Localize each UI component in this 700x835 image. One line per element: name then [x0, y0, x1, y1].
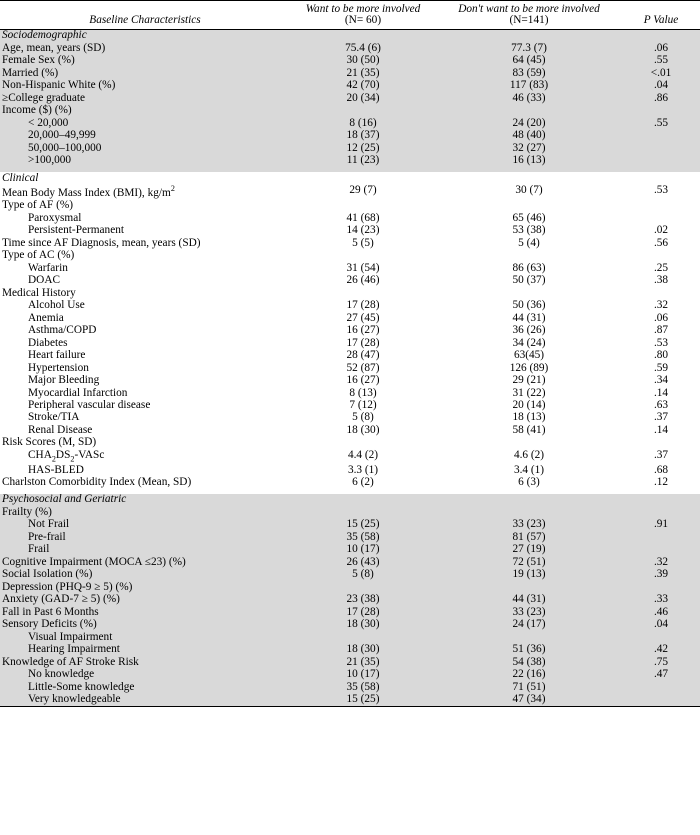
cell-group1	[290, 30, 436, 42]
cell-pvalue: .53	[622, 184, 700, 199]
cell-pvalue: .06	[622, 42, 700, 54]
table-row	[0, 142, 700, 154]
row-label: Persistent-Permanent	[0, 225, 290, 237]
header-line1: Don't want to be more involved	[458, 3, 600, 15]
row-label: ≥College graduate	[0, 92, 290, 104]
cell-pvalue	[622, 105, 700, 117]
table-row	[0, 92, 700, 104]
row-label: Little-Some knowledge	[0, 681, 290, 693]
cell-group2: 53 (38)	[436, 225, 622, 237]
cell-pvalue	[622, 212, 700, 224]
cell-pvalue: .02	[622, 225, 700, 237]
cell-pvalue: .37	[622, 412, 700, 424]
cell-group1: 5 (5)	[290, 237, 436, 249]
section-heading: Clinical	[0, 172, 290, 184]
cell-group1: 17 (28)	[290, 337, 436, 349]
cell-group2: 71 (51)	[436, 681, 622, 693]
table-row	[0, 275, 700, 287]
table-row	[0, 594, 700, 606]
cell-group2: 30 (7)	[436, 184, 622, 199]
table-row	[0, 337, 700, 349]
table-body	[0, 30, 700, 707]
cell-group2: 81 (57)	[436, 531, 622, 543]
cell-group1	[290, 287, 436, 299]
row-label: Depression (PHQ-9 ≥ 5) (%)	[0, 581, 290, 593]
cell-pvalue: .80	[622, 349, 700, 361]
cell-pvalue: .42	[622, 644, 700, 656]
cell-group1: 21 (35)	[290, 67, 436, 79]
cell-group2: 32 (27)	[436, 142, 622, 154]
cell-pvalue: .56	[622, 237, 700, 249]
cell-group2: 5 (4)	[436, 237, 622, 249]
table-row	[0, 606, 700, 618]
cell-group2: 27 (19)	[436, 544, 622, 556]
table-row	[0, 631, 700, 643]
cell-group1: 42 (70)	[290, 80, 436, 92]
row-label: Female Sex (%)	[0, 55, 290, 67]
row-label: Major Bleeding	[0, 374, 290, 386]
table-row	[0, 237, 700, 249]
cell-group2: 20 (14)	[436, 399, 622, 411]
cell-group1	[290, 105, 436, 117]
cell-group2	[436, 287, 622, 299]
table-row	[0, 464, 700, 476]
cell-group2	[436, 30, 622, 42]
column-header-group1	[290, 1, 436, 29]
cell-group2: 22 (16)	[436, 669, 622, 681]
cell-pvalue: .37	[622, 449, 700, 464]
cell-group1: 16 (27)	[290, 325, 436, 337]
row-label: Mean Body Mass Index (BMI), $kg/m^2$	[0, 184, 290, 199]
table-row	[0, 531, 700, 543]
cell-group2: 46 (33)	[436, 92, 622, 104]
table-row	[0, 105, 700, 117]
cell-group1: 35 (58)	[290, 531, 436, 543]
cell-group2	[436, 581, 622, 593]
cell-group1	[290, 506, 436, 518]
cell-group1	[290, 581, 436, 593]
row-label: Age, mean, years (SD)	[0, 42, 290, 54]
cell-pvalue	[622, 129, 700, 141]
row-label: Hypertension	[0, 362, 290, 374]
cell-pvalue	[622, 544, 700, 556]
cell-group1: 18 (30)	[290, 424, 436, 436]
cell-group1: 15 (25)	[290, 519, 436, 531]
cell-group2: 64 (45)	[436, 55, 622, 67]
row-label: Renal Disease	[0, 424, 290, 436]
rule-bottom	[0, 707, 700, 708]
row-label: Myocardial Infarction	[0, 387, 290, 399]
cell-group1: 52 (87)	[290, 362, 436, 374]
table-row	[0, 669, 700, 681]
cell-group2: 54 (38)	[436, 656, 622, 668]
table-footer	[0, 707, 700, 708]
cell-group2: 51 (36)	[436, 644, 622, 656]
cell-group1: 27 (45)	[290, 312, 436, 324]
table-row	[0, 172, 700, 184]
cell-group1: 6 (2)	[290, 476, 436, 488]
cell-pvalue: .12	[622, 476, 700, 488]
header-row	[0, 1, 700, 29]
cell-group1	[290, 631, 436, 643]
column-header-pvalue	[622, 1, 700, 29]
cell-group1: 5 (8)	[290, 412, 436, 424]
cell-group1: 21 (35)	[290, 656, 436, 668]
row-label: Pre-frail	[0, 531, 290, 543]
cell-pvalue: .68	[622, 464, 700, 476]
row-label: Warfarin	[0, 262, 290, 274]
table-row	[0, 184, 700, 199]
cell-pvalue: .63	[622, 399, 700, 411]
cell-pvalue	[622, 437, 700, 449]
cell-group2: 44 (31)	[436, 594, 622, 606]
cell-pvalue: .14	[622, 424, 700, 436]
cell-pvalue: <.01	[622, 67, 700, 79]
cell-group2	[436, 105, 622, 117]
cell-group2: 58 (41)	[436, 424, 622, 436]
cell-pvalue: .39	[622, 569, 700, 581]
cell-group2: 33 (23)	[436, 519, 622, 531]
cell-group1: 18 (30)	[290, 619, 436, 631]
cell-group2	[436, 631, 622, 643]
row-label: Stroke/TIA	[0, 412, 290, 424]
table-row	[0, 212, 700, 224]
table-row	[0, 449, 700, 464]
row-label: Charlston Comorbidity Index (Mean, SD)	[0, 476, 290, 488]
cell-pvalue: .53	[622, 337, 700, 349]
cell-pvalue: .47	[622, 669, 700, 681]
cell-group1: 29 (7)	[290, 184, 436, 199]
cell-group1: 11 (23)	[290, 154, 436, 166]
table-row	[0, 362, 700, 374]
cell-group2: 50 (36)	[436, 300, 622, 312]
row-label: No knowledge	[0, 669, 290, 681]
table-header	[0, 1, 700, 30]
header-line2: (N= 60)	[344, 14, 382, 27]
row-label: Frailty (%)	[0, 506, 290, 518]
cell-group1	[290, 200, 436, 212]
cell-group2: 4.6 (2)	[436, 449, 622, 464]
table-row	[0, 55, 700, 67]
cell-group2: 29 (21)	[436, 374, 622, 386]
row-label: Social Isolation (%)	[0, 569, 290, 581]
cell-group1: 26 (46)	[290, 275, 436, 287]
cell-group1	[290, 250, 436, 262]
table-row	[0, 694, 700, 707]
cell-group2: 24 (20)	[436, 117, 622, 129]
row-label: 20,000–49,999	[0, 129, 290, 141]
table-row	[0, 556, 700, 568]
cell-group2: 126 (89)	[436, 362, 622, 374]
cell-pvalue	[622, 531, 700, 543]
cell-group1	[290, 172, 436, 184]
row-label: >100,000	[0, 154, 290, 166]
cell-pvalue: .14	[622, 387, 700, 399]
row-label: Paroxysmal	[0, 212, 290, 224]
table-row	[0, 656, 700, 668]
table-row	[0, 476, 700, 488]
cell-pvalue: .33	[622, 594, 700, 606]
cell-pvalue	[622, 581, 700, 593]
row-label: Married (%)	[0, 67, 290, 79]
cell-group2: 86 (63)	[436, 262, 622, 274]
cell-pvalue: .04	[622, 80, 700, 92]
row-label: Hearing Impairment	[0, 644, 290, 656]
cell-group2: 50 (37)	[436, 275, 622, 287]
cell-pvalue: .59	[622, 362, 700, 374]
cell-group1: 8 (13)	[290, 387, 436, 399]
cell-pvalue: .46	[622, 606, 700, 618]
cell-group1	[290, 437, 436, 449]
column-header-characteristics	[0, 1, 290, 29]
cell-pvalue: .55	[622, 117, 700, 129]
cell-group2	[436, 250, 622, 262]
cell-pvalue: .75	[622, 656, 700, 668]
header-line2: (N=141)	[509, 14, 549, 27]
header-line1: P Value	[643, 14, 679, 27]
table-row	[0, 619, 700, 631]
table-row	[0, 30, 700, 42]
cell-group2: 3.4 (1)	[436, 464, 622, 476]
table-row	[0, 200, 700, 212]
cell-group1: 16 (27)	[290, 374, 436, 386]
cell-pvalue	[622, 287, 700, 299]
cell-pvalue	[622, 694, 700, 707]
table-row	[0, 506, 700, 518]
row-label: Visual Impairment	[0, 631, 290, 643]
header-line1: Want to be more involved	[305, 3, 421, 15]
row-label: Alcohol Use	[0, 300, 290, 312]
cell-pvalue: .04	[622, 619, 700, 631]
cell-group2: 117 (83)	[436, 80, 622, 92]
table-row	[0, 387, 700, 399]
row-label: Knowledge of AF Stroke Risk	[0, 656, 290, 668]
cell-pvalue	[622, 631, 700, 643]
cell-group1: 17 (28)	[290, 606, 436, 618]
table-row	[0, 225, 700, 237]
cell-pvalue: .25	[622, 262, 700, 274]
cell-group2: 24 (17)	[436, 619, 622, 631]
row-label: Asthma/COPD	[0, 325, 290, 337]
cell-pvalue	[622, 250, 700, 262]
table-row	[0, 325, 700, 337]
cell-pvalue: .87	[622, 325, 700, 337]
cell-group1	[290, 494, 436, 506]
column-header-group2	[436, 1, 622, 29]
row-label: Anxiety (GAD-7 ≥ 5) (%)	[0, 594, 290, 606]
row-label: < 20,000	[0, 117, 290, 129]
row-label: Not Frail	[0, 519, 290, 531]
cell-group1: 17 (28)	[290, 300, 436, 312]
cell-pvalue: .32	[622, 300, 700, 312]
table-row	[0, 544, 700, 556]
cell-group2: 72 (51)	[436, 556, 622, 568]
table-row	[0, 644, 700, 656]
cell-pvalue: .91	[622, 519, 700, 531]
table-row	[0, 80, 700, 92]
cell-pvalue	[622, 142, 700, 154]
table-row	[0, 424, 700, 436]
cell-pvalue	[622, 154, 700, 166]
table-row	[0, 287, 700, 299]
row-label: Peripheral vascular disease	[0, 399, 290, 411]
section-heading: Psychosocial and Geriatric	[0, 494, 290, 506]
cell-pvalue	[622, 172, 700, 184]
cell-group1: 14 (23)	[290, 225, 436, 237]
table-row	[0, 569, 700, 581]
row-label: Medical History	[0, 287, 290, 299]
table-row	[0, 399, 700, 411]
cell-pvalue	[622, 200, 700, 212]
cell-group2	[436, 437, 622, 449]
cell-group1: 7 (12)	[290, 399, 436, 411]
row-label: Diabetes	[0, 337, 290, 349]
cell-group1: 5 (8)	[290, 569, 436, 581]
row-label: Sensory Deficits (%)	[0, 619, 290, 631]
row-label: HAS-BLED	[0, 464, 290, 476]
table-row	[0, 154, 700, 166]
cell-group2: 77.3 (7)	[436, 42, 622, 54]
cell-group2: 63(45)	[436, 349, 622, 361]
row-label: 50,000–100,000	[0, 142, 290, 154]
table-row	[0, 67, 700, 79]
cell-group2: 65 (46)	[436, 212, 622, 224]
row-label: Heart failure	[0, 349, 290, 361]
table-row	[0, 262, 700, 274]
cell-pvalue: .32	[622, 556, 700, 568]
cell-group2: 48 (40)	[436, 129, 622, 141]
cell-group1: 3.3 (1)	[290, 464, 436, 476]
cell-group2	[436, 200, 622, 212]
table-row	[0, 374, 700, 386]
row-label: Non-Hispanic White (%)	[0, 80, 290, 92]
cell-pvalue: .34	[622, 374, 700, 386]
cell-group2: 19 (13)	[436, 569, 622, 581]
cell-group2: 6 (3)	[436, 476, 622, 488]
cell-group1: 75.4 (6)	[290, 42, 436, 54]
cell-group1: 35 (58)	[290, 681, 436, 693]
cell-group1: 4.4 (2)	[290, 449, 436, 464]
cell-pvalue: .06	[622, 312, 700, 324]
table-row	[0, 312, 700, 324]
cell-group2: 36 (26)	[436, 325, 622, 337]
cell-group2: 31 (22)	[436, 387, 622, 399]
row-label: Income ($) (%)	[0, 105, 290, 117]
row-label: Very knowledgeable	[0, 694, 290, 707]
table-row	[0, 300, 700, 312]
cell-pvalue: .55	[622, 55, 700, 67]
section-heading: Sociodemographic	[0, 30, 290, 42]
cell-group1: 41 (68)	[290, 212, 436, 224]
table-row	[0, 42, 700, 54]
cell-group2: 34 (24)	[436, 337, 622, 349]
cell-group1: 26 (43)	[290, 556, 436, 568]
cell-group2	[436, 172, 622, 184]
table-row	[0, 519, 700, 531]
table-row	[0, 250, 700, 262]
cell-group2: 44 (31)	[436, 312, 622, 324]
row-label: Fall in Past 6 Months	[0, 606, 290, 618]
cell-pvalue	[622, 681, 700, 693]
cell-group1: 31 (54)	[290, 262, 436, 274]
cell-group1: 20 (34)	[290, 92, 436, 104]
row-label: Frail	[0, 544, 290, 556]
row-label: Type of AF (%)	[0, 200, 290, 212]
row-label: Cognitive Impairment (MOCA ≤23) (%)	[0, 556, 290, 568]
cell-group1: 28 (47)	[290, 349, 436, 361]
table-row	[0, 681, 700, 693]
table-row	[0, 349, 700, 361]
cell-group2	[436, 494, 622, 506]
cell-group2: 33 (23)	[436, 606, 622, 618]
cell-pvalue: .86	[622, 92, 700, 104]
row-label: Anemia	[0, 312, 290, 324]
cell-group2	[436, 506, 622, 518]
row-label: Risk Scores (M, SD)	[0, 437, 290, 449]
cell-group1: 15 (25)	[290, 694, 436, 707]
cell-pvalue: .38	[622, 275, 700, 287]
cell-group1: 10 (17)	[290, 669, 436, 681]
cell-group1: 10 (17)	[290, 544, 436, 556]
cell-group1: 18 (37)	[290, 129, 436, 141]
table-row	[0, 437, 700, 449]
cell-group1: 30 (50)	[290, 55, 436, 67]
cell-group2: 18 (13)	[436, 412, 622, 424]
cell-group2: 83 (59)	[436, 67, 622, 79]
row-label: Type of AC (%)	[0, 250, 290, 262]
cell-pvalue	[622, 506, 700, 518]
cell-group1: 18 (30)	[290, 644, 436, 656]
row-label: Time since AF Diagnosis, mean, years (SD)	[0, 237, 290, 249]
cell-pvalue	[622, 30, 700, 42]
cell-group1: 12 (25)	[290, 142, 436, 154]
row-label: $CHA_2DS_2$-VASc	[0, 449, 290, 464]
header-line1: Baseline Characteristics	[89, 14, 201, 27]
cell-group1: 8 (16)	[290, 117, 436, 129]
table-row	[0, 412, 700, 424]
table-row	[0, 581, 700, 593]
cell-group2: 16 (13)	[436, 154, 622, 166]
row-label: DOAC	[0, 275, 290, 287]
table-row	[0, 494, 700, 506]
cell-group2: 47 (34)	[436, 694, 622, 707]
cell-pvalue	[622, 494, 700, 506]
table-row	[0, 129, 700, 141]
table-row	[0, 117, 700, 129]
cell-group1: 23 (38)	[290, 594, 436, 606]
